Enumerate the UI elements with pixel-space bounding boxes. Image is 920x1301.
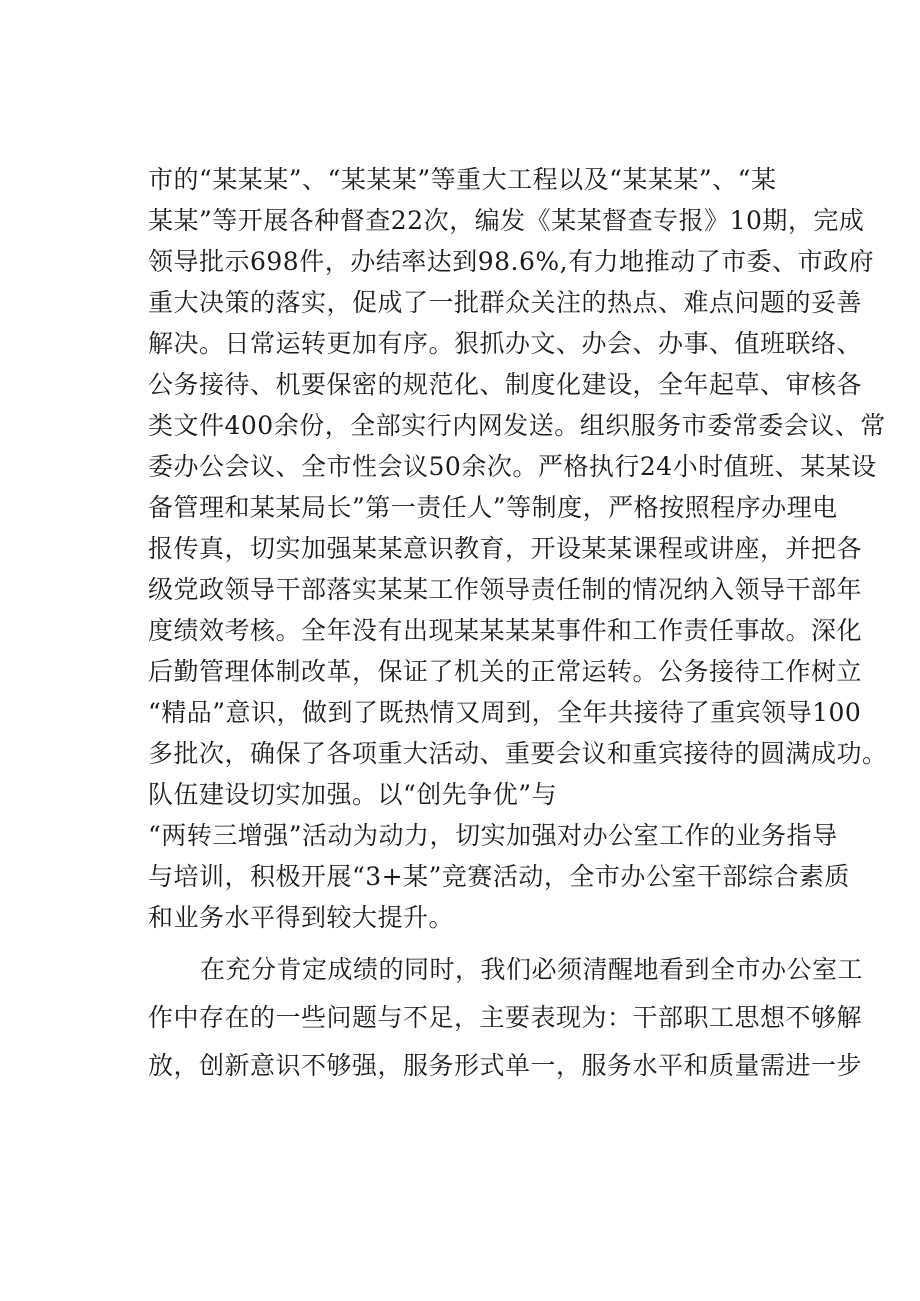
text-line: “精品”意识，做到了既热情又周到，全年共接待了重宾领导100 [148,698,862,727]
text-line: 类文件400余份，全部实行内网发送。组织服务市委常委会议、常 [148,411,886,440]
text-line: 多批次，确保了各项重大活动、重要会议和重宾接待的圆满成功。 [148,739,888,768]
text-line: 领导批示698件，办结率达到98.6%,有力地推动了市委、市政府 [148,247,875,276]
text-line: 解决。日常运转更加有序。狠抓办文、办会、办事、值班联络、 [148,329,863,358]
text-line: 委办公会议、全市性会议50余次。严格执行24小时值班、某某设 [148,452,877,481]
text-line: 放，创新意识不够强，服务形式单一，服务水平和质量需进一步 [148,1051,863,1080]
text-line: “两转三增强”活动为动力，切实加强对办公室工作的业务指导 [148,821,838,850]
paragraph-first-line: 在充分肯定成绩的同时，我们必须清醒地看到全市办公室工 [200,955,864,984]
text-line: 备管理和某某局长”第一责任人”等制度，严格按照程序办理电 [148,493,838,522]
text-line: 后勤管理体制改革，保证了机关的正常运转。公务接待工作树立 [148,657,863,686]
text-line: 和业务水平得到较大提升。 [148,903,455,932]
text-line: 度绩效考核。全年没有出现某某某某事件和工作责任事故。深化 [148,616,863,645]
text-line: 市的“某某某”、“某某某”等重大工程以及“某某某”、“某 [148,165,777,194]
text-line: 作中存在的一些问题与不足，主要表现为：干部职工思想不够解 [148,1003,863,1032]
text-line: 队伍建设切实加强。以“创先争优”与 [148,780,558,809]
text-line: 级党政领导干部落实某某工作领导责任制的情况纳入领导干部年 [148,575,863,604]
text-line: 重大决策的落实，促成了一批群众关注的热点、难点问题的妥善 [148,288,863,317]
text-line: 公务接待、机要保密的规范化、制度化建设，全年起草、审核各 [148,370,863,399]
text-line: 某某”等开展各种督查22次，编发《某某督查专报》10期，完成 [148,206,865,235]
text-line: 与培训，积极开展“3+某”竞赛活动，全市办公室干部综合素质 [148,862,850,891]
text-line: 报传真，切实加强某某意识教育，开设某某课程或讲座，并把各 [148,534,863,563]
